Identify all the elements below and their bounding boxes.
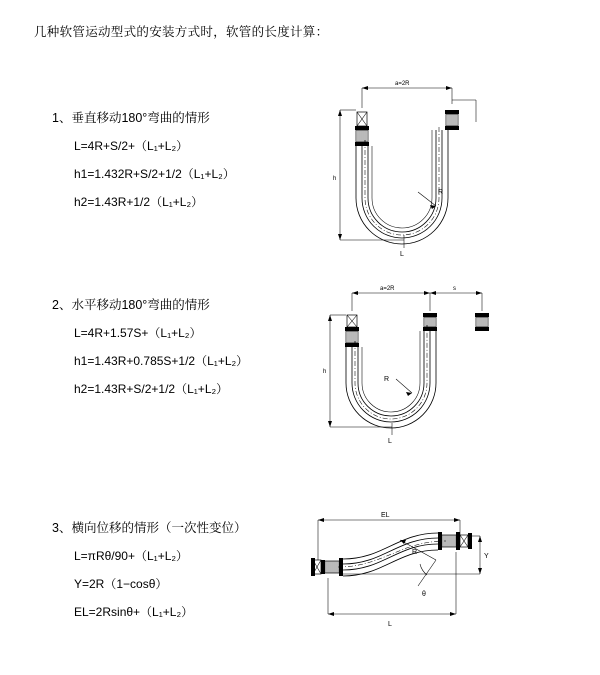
section-3-text <box>52 518 312 620</box>
svg-text:h: h <box>323 369 327 375</box>
section-3-formula-1: L=πRθ/90+（L₁+L₂） <box>74 549 189 563</box>
section-3-heading: 3、横向位移的情形（一次性变位） <box>52 521 247 535</box>
svg-text:L: L <box>400 251 404 258</box>
section-3-formula-3: EL=2Rsinθ+（L₁+L₂） <box>74 605 194 619</box>
svg-text:a=2R: a=2R <box>380 286 395 292</box>
svg-text:θ: θ <box>422 591 426 598</box>
section-2-text <box>52 295 312 397</box>
section-1-heading: 1、垂直移动180°弯曲的情形 <box>52 111 210 125</box>
section-2-formula-2: h1=1.43R+0.785S+1/2（L₁+L₂） <box>74 354 249 368</box>
vertical-180-bend-diagram <box>300 70 490 270</box>
svg-text:Y: Y <box>484 553 489 560</box>
page-title: 几种软管运动型式的安装方式时，软管的长度计算： <box>34 25 329 39</box>
svg-text:R: R <box>412 549 418 556</box>
section-1-formula-1: L=4R+S/2+（L₁+L₂） <box>74 139 189 153</box>
svg-text:R: R <box>384 376 390 383</box>
svg-text:EL: EL <box>381 512 390 519</box>
svg-text:L: L <box>388 438 392 445</box>
svg-text:a=2R: a=2R <box>395 81 410 87</box>
svg-text:R: R <box>438 189 444 196</box>
section-1-formula-2: h1=1.432R+S/2+1/2（L₁+L₂） <box>74 167 235 181</box>
section-2-formula-3: h2=1.43R+S/2+1/2（L₁+L₂） <box>74 382 229 396</box>
section-1-formula-3: h2=1.43R+1/2（L₁+L₂） <box>74 195 204 209</box>
svg-text:s: s <box>453 286 456 292</box>
section-1-text <box>52 108 312 210</box>
lateral-offset-diagram <box>288 502 498 642</box>
section-2-formula-1: L=4R+1.57S+（L₁+L₂） <box>74 326 202 340</box>
section-3-formula-2: Y=2R（1−cosθ） <box>74 577 168 591</box>
svg-text:L: L <box>388 621 392 628</box>
section-2-heading: 2、水平移动180°弯曲的情形 <box>52 298 210 312</box>
horizontal-180-bend-diagram <box>300 275 500 455</box>
svg-text:h: h <box>333 176 337 182</box>
